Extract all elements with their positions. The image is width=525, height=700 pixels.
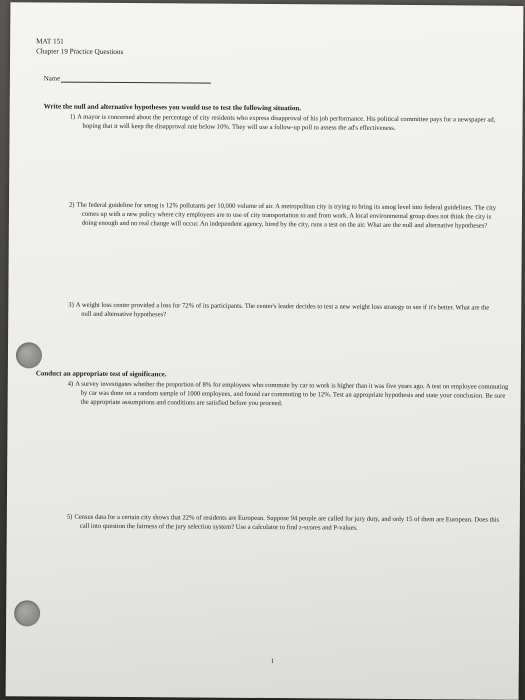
name-blank-line[interactable] [61, 74, 211, 84]
question-4 [68, 380, 510, 410]
question-1 [70, 113, 500, 134]
question-2 [69, 201, 501, 231]
page-number: 1 [270, 658, 275, 666]
punch-hole-icon [16, 342, 42, 368]
question-text: A weight loss center provided a loss for 72% of its participants. The center's leader decides to test a new weight loss strategy to see if it's better. What are the null and alternative hypotheses? [75, 301, 490, 319]
question-text: The federal guideline for smog is 12% pollutants per 10,000 volume of air. A metropolitan city is trying to bring its smog level into federal guidelines. The city comes up with a new policy where city employees are to use of city transportation to and from work. A local environmental group does not think the city is doing enough and no real change will occur. An independent agency, hired by the city, runs a test on the air. What are the null and alternative hypotheses? [76, 201, 497, 230]
question-3 [68, 301, 498, 322]
section-heading-hypotheses: Write the null and alternative hypotheses you would use to test the following situation. [43, 102, 302, 113]
question-number: 2) [68, 201, 75, 209]
question-text: A mayor is concerned about the percentage of city residents who express disapproval of his job performance. His political committee pays for a newspaper ad, hoping that it will keep the disapproval rate below 10%. They will use a follow-up poll to assess the ad's effectiveness. [77, 113, 496, 132]
chapter-title: Chapter 19 Practice Questions [36, 47, 124, 57]
section-heading-significance: Conduct an appropriate test of significance. [35, 369, 167, 379]
question-number: 5) [66, 513, 73, 521]
worksheet-header [36, 36, 123, 57]
question-number: 3) [68, 301, 74, 309]
course-code: MAT 151 [36, 37, 64, 46]
question-text: A survey investigates whether the proportion of 8% for employees who commute by car to work is higher than it was five years ago. A test on employee commuting by car was done on a random sample of 1000 employees, and found car commuting to be 12%. Test an appropriate hypothesis and state your conclusion. Be sure the appropriate assumptions and conditions are satisfied before you proceed. [75, 380, 509, 408]
question-5 [67, 513, 505, 534]
name-label: Name [43, 75, 61, 83]
question-number: 1) [69, 113, 76, 121]
question-text: Census data for a certain city shows that 22% of residents are European. Suppose 94 people are called for jury duty, and only 15 of them are European. Does this call into question the fairness of the jury selection system? Use a calculator to find z-scores and P-values. [74, 513, 500, 532]
worksheet-page [6, 2, 524, 700]
punch-hole-icon [14, 600, 40, 626]
name-field[interactable] [44, 73, 211, 83]
question-number: 4) [67, 380, 74, 388]
